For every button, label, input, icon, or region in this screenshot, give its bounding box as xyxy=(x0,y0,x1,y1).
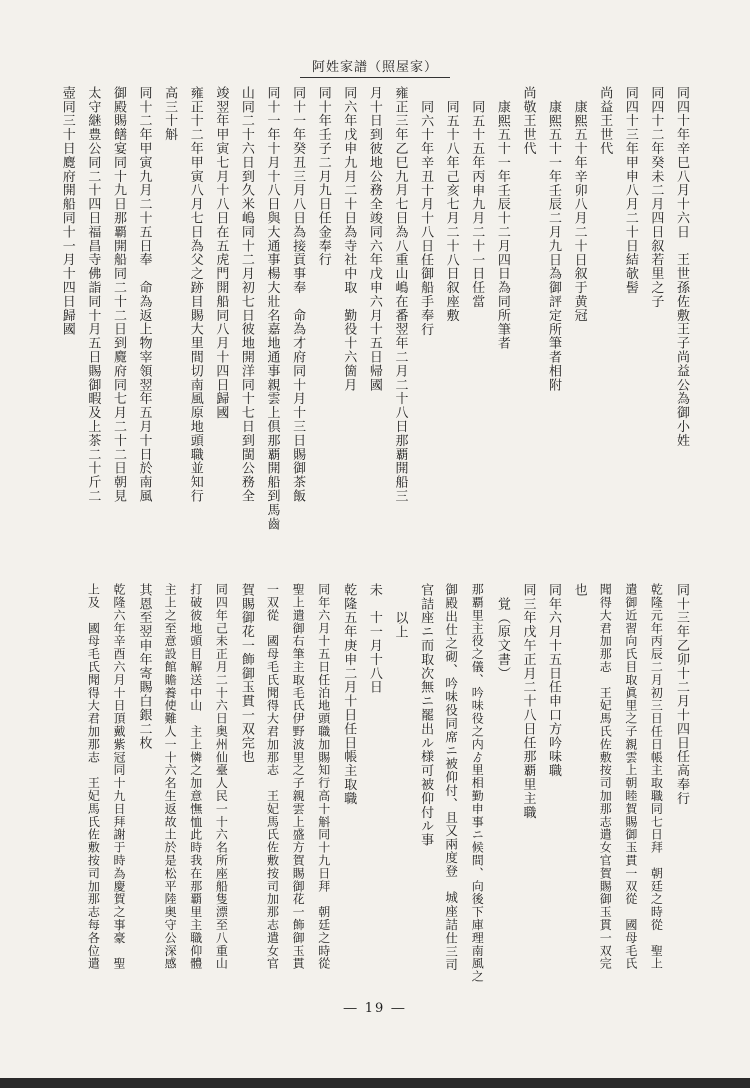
text-column: 同十一年十月十八日與大通事楊大壯名嘉地通事親雲上倶那覇開船到馬齒 xyxy=(264,86,280,531)
text-column: 官詰座ニ而取次無ニ罷出ル様可被仰付ル事 xyxy=(418,583,434,848)
text-column: 雍正十二年甲寅八月七日為父之跡目賜大里間切南風原地頭職並知行 xyxy=(187,86,203,503)
text-column: 同四十二年癸未二月四日叙若里之子 xyxy=(648,86,664,309)
text-column: 乾隆元年丙辰二月初三日任日帳主取職同七日拜 朝廷之時從 聖上 xyxy=(649,583,664,970)
text-column: 太守継豊公同二十四日福昌寺佛詣同十月五日賜御暇及上茶二十斤二 xyxy=(85,86,101,503)
text-column: 雍正三年乙巳九月七日為八重山嶋在番翌年二月二十八日那覇開船三 xyxy=(392,86,408,503)
text-column: 乾隆五年庚申二月十日任日帳主取職 xyxy=(341,583,357,806)
text-column: 打破彼地頭目解送中山 主上憐之加意憮恤此時我在那覇里主職仰體 xyxy=(188,583,203,970)
text-column: 御殿賜饍宴同十九日那覇開船同二十二日到麑府同七月二十二日朝見 xyxy=(110,86,126,503)
text-column: 乾隆六年辛酉六月十日頂戴紫冠同十九日拜謝于時為慶賀之事豪 聖 xyxy=(111,583,126,970)
text-column: 同三年戊午正月二十八日任那覇里主職 xyxy=(520,583,536,820)
text-column: 以上 xyxy=(392,611,408,639)
text-column: 也 xyxy=(571,583,587,597)
text-column: 同年六月十五日任泊地頭職加賜知行高十斛同十九日拜 朝廷之時從 xyxy=(316,583,331,970)
text-column: 竣翌年甲寅七月十八日在五虎門開船同八月十四日歸國 xyxy=(213,86,229,420)
text-column: 一双從 國母毛氏聞得大君加那志 王妃馬氏佐敷按司加那志遣女官 xyxy=(265,583,280,970)
text-column: 尚益王世代 xyxy=(597,86,613,156)
text-column: 同五十五年丙申九月二十一日任當 xyxy=(469,100,485,309)
text-column: 同十三年乙卯十二月十四日任高奉行 xyxy=(674,583,689,806)
bottom-edge xyxy=(0,1078,750,1088)
text-column: 高三十斛 xyxy=(162,86,178,142)
text-column: 上及 國母毛氏聞得大君加那志 王妃馬氏佐敷按司加那志每各位遣 xyxy=(86,583,101,970)
text-column: 同四十三年甲申八月二十日結欹髻 xyxy=(622,86,638,295)
text-column: 尚敬王世代 xyxy=(520,86,536,156)
text-column: 遣御近習向氏目取眞里之子親雲上朝睦賀賜御玉貫一双從 國母毛氏 xyxy=(623,583,638,970)
lower-text-block xyxy=(80,583,694,983)
text-column: 同年六月十五日任申口方吟味職 xyxy=(546,583,562,778)
text-column: 同六年戊申九月二十日為寺社中取 勤役十六箇月 xyxy=(341,86,357,392)
text-column: 主上之至意設館贍養使難人一十六名生返故土於是松平陸奥守公深感 xyxy=(163,583,178,970)
page-header xyxy=(0,56,750,78)
text-column: 覚（原文書） xyxy=(494,597,510,681)
page-title: 阿姓家譜（照屋家） xyxy=(300,56,450,78)
text-column: 聖上遣御右筆主取毛氏伊野波里之子親雲上盛方賀賜御花一飾御玉貫 xyxy=(291,583,306,970)
text-column: 同十年壬子二月九日任金奉行 xyxy=(315,86,331,267)
text-column: 山同二十六日到久米嶋同十二月初七日彼地開洋同十七日到閩公務全 xyxy=(238,86,254,503)
text-column: 同十二年甲寅九月二十五日奉 命為返上物宰領翌年五月十日於南風 xyxy=(136,86,152,503)
text-column: 賀賜御花一飾御玉貫一双完也 xyxy=(238,583,254,764)
text-column: 同五十八年己亥七月二十八日叙座敷 xyxy=(443,100,459,323)
text-column: 未 十一月十八日 xyxy=(366,583,382,695)
text-column: 康熙五十一年壬辰十二月四日為同所筆者 xyxy=(494,100,510,351)
text-column: 同六十年辛丑十月十八日任御船手奉行 xyxy=(418,100,434,337)
text-column: 同四年己未正月二十六日奥州仙臺人民一十六名所座船隻漂至八重山 xyxy=(214,583,229,970)
text-column: 壺同三十日麑府開船同十一月十四日歸國 xyxy=(59,86,75,337)
text-column: 康熙五十一年壬辰二月九日為御評定所筆者相附 xyxy=(546,100,562,392)
page-number: ― 19 ― xyxy=(343,1001,407,1016)
text-column: 聞得大君加那志 王妃馬氏佐敷按司加那志遣女官賀賜御玉貫一双完 xyxy=(598,583,613,970)
text-column: 御殿出仕之砌、吟味役同席ニ被仰付、且又兩度登 城座詰仕三司 xyxy=(443,583,459,972)
text-column: 同十一年癸丑三月八日為接貢事奉 命為才府同十月十三日賜御茶飯 xyxy=(290,86,306,503)
text-column: 康熙五十年辛卯八月二十日叙于黄冠 xyxy=(571,100,587,323)
text-column: 月十日到彼地公務全竣同六年戊申六月十五日帰國 xyxy=(366,86,382,392)
upper-text-block xyxy=(54,86,694,566)
text-column: 同四十年辛巳八月十六日 王世孫佐敷王子尚益公為御小姓 xyxy=(674,86,689,448)
text-column: 那覇里主役之儀、吟味役之内ゟ里相勤申事ニ候間、向後下庫理南風之 xyxy=(470,583,485,983)
text-column: 其恩至翌申年寄賜白銀二枚 xyxy=(136,583,152,750)
